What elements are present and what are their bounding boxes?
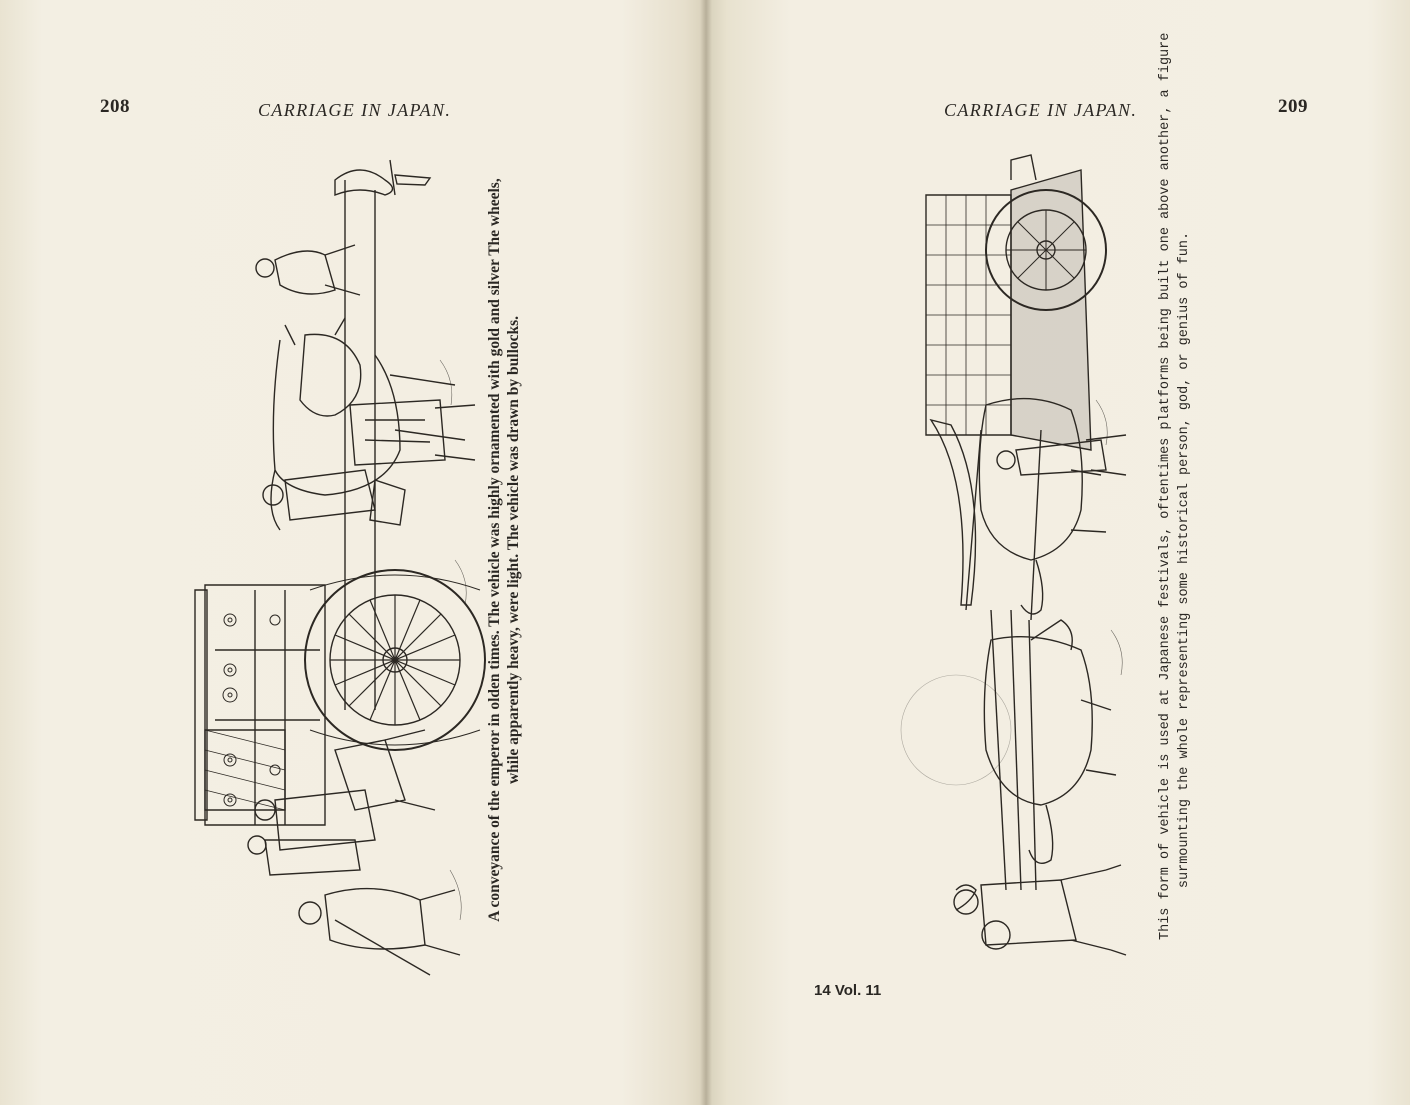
caption-line: surmounting the whole representing some historical person, god, or genius of fun. — [1177, 231, 1192, 889]
running-head: CARRIAGE IN JAPAN. — [258, 100, 452, 120]
bullock-cart-illustration — [185, 150, 505, 980]
right-page — [706, 0, 1410, 1105]
caption-line: A conveyance of the emperor in olden times. The vehicle was highly ornamented with gold and silver The wheels, — [486, 178, 503, 922]
figure-caption — [1156, 32, 1196, 940]
caption-line: while apparently heavy, were light. The vehicle was drawn by bullocks. — [505, 315, 522, 785]
page-number: 209 — [1278, 96, 1308, 117]
running-head: CARRIAGE IN JAPAN. — [944, 100, 1138, 120]
figure-caption — [485, 160, 525, 940]
page-number: 208 — [100, 96, 130, 117]
book-gutter — [700, 0, 712, 1105]
signature-mark: 14 Vol. 11 — [814, 982, 882, 999]
caption-line: This form of vehicle is used at Japanese festivals, oftentimes platforms being built one above another, a figure — [1158, 32, 1173, 940]
